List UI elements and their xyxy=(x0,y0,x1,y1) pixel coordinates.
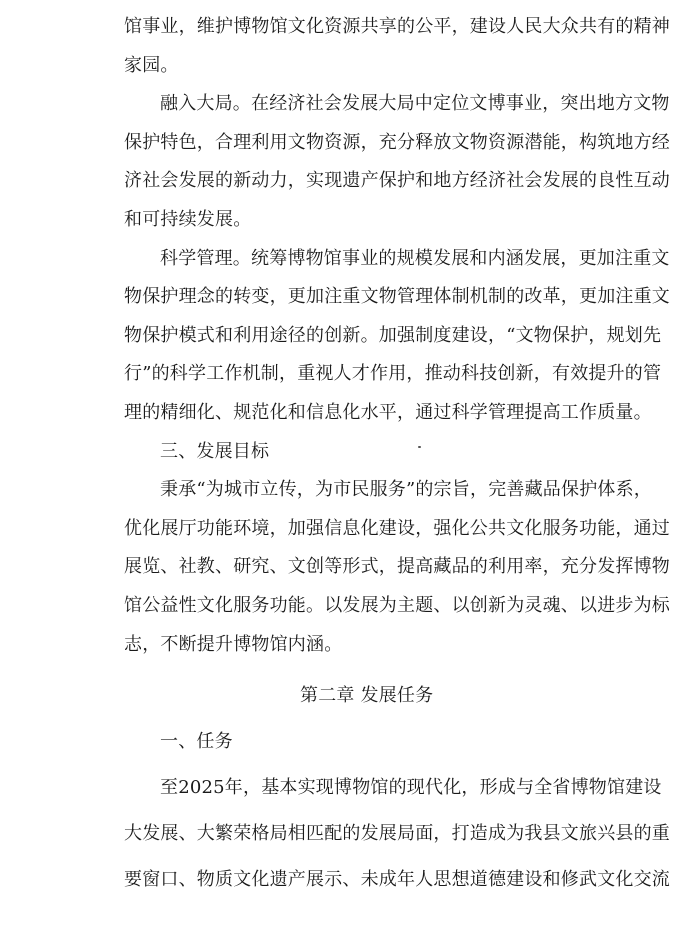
text-line: 优化展厅功能环境，加强信息化建设，强化公共文化服务功能，通过 xyxy=(124,518,670,539)
text-line: 济社会发展的新动力，实现遗产保护和地方经济社会发展的良性互动 xyxy=(124,170,670,191)
text-line: 行”的科学工作机制，重视人才作用，推动科技创新，有效提升的管 xyxy=(124,363,662,384)
text-line: 大发展、大繁荣格局相匹配的发展局面，打造成为我县文旅兴县的重 xyxy=(124,823,670,844)
text-line: 家园。 xyxy=(124,55,179,76)
text-line: 馆公益性文化服务功能。以发展为主题、以创新为灵魂、以进步为标 xyxy=(124,595,670,616)
text-line: 馆事业，维护博物馆文化资源共享的公平，建设人民大众共有的精神 xyxy=(124,16,670,37)
text-line: 展览、社教、研究、文创等形式，提高藏品的利用率，充分发挥博物 xyxy=(124,556,670,577)
chapter-heading: 第二章 发展任务 xyxy=(300,685,434,706)
section-heading: 三、发展目标 xyxy=(160,441,270,462)
text-line: 和可持续发展。 xyxy=(124,209,252,230)
paragraph-heading: 融入大局。在经济社会发展大局中定位文博事业，突出地方文物 xyxy=(160,93,670,114)
text-line: 物保护理念的转变，更加注重文物管理体制机制的改革，更加注重文 xyxy=(124,286,670,307)
section-heading: 一、任务 xyxy=(160,731,233,752)
paragraph-heading: 科学管理。统筹博物馆事业的规模发展和内涵发展，更加注重文 xyxy=(160,248,670,269)
text-line: 物保护模式和利用途径的创新。加强制度建设，“文物保护，规划先 xyxy=(124,325,662,346)
text-line: 至2025年，基本实现博物馆的现代化，形成与全省博物馆建设 xyxy=(160,777,662,798)
text-line: 要窗口、物质文化遗产展示、未成年人思想道德建设和修武文化交流 xyxy=(124,869,670,890)
scan-speck xyxy=(418,446,421,448)
text-line: 保护特色，合理利用文物资源，充分释放文物资源潜能，构筑地方经 xyxy=(124,132,670,153)
text-line: 志，不断提升博物馆内涵。 xyxy=(124,634,343,655)
text-line: 秉承“为城市立传，为市民服务”的宗旨，完善藏品保护体系， xyxy=(160,479,653,500)
text-line: 理的精细化、规范化和信息化水平，通过科学管理提高工作质量。 xyxy=(124,402,652,423)
